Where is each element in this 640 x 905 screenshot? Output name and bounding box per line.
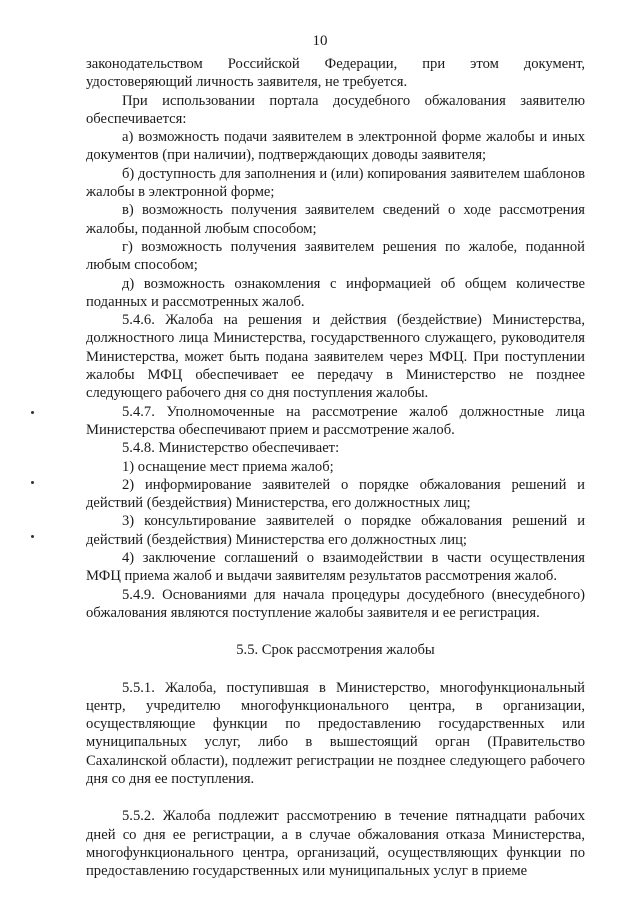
paragraph: При использовании портала досудебного обжалования заявителю обеспечивается: xyxy=(86,92,585,127)
list-item: 4) заключение соглашений о взаимодействии в части осуществления МФЦ приема жалоб и выдачи заявителям результатов рассмотрения жалоб. xyxy=(86,550,585,585)
list-item: 1) оснащение мест приема жалоб; xyxy=(122,458,334,475)
clause-5-5-2: 5.5.2. Жалоба подлежит рассмотрению в течение пятнадцати рабочих дней со дня ее регистрации, а в случае обжалования отказа Министерства, многофункционального центра, организаций, осуществляющих функции по предоставлению государственных или муниципальных услуг в приеме xyxy=(86,808,585,880)
margin-mark xyxy=(31,411,34,414)
clause-5-4-9: 5.4.9. Основаниями для начала процедуры досудебного (внесудебного) обжалования являются поступление жалобы заявителя и ее регистрация. xyxy=(86,586,585,621)
clause-5-4-7: 5.4.7. Уполномоченные на рассмотрение жалоб должностные лица Министерства обеспечивают прием и рассмотрение жалоб. xyxy=(86,403,585,438)
section-heading: 5.5. Срок рассмотрения жалобы xyxy=(236,642,435,659)
list-item: в) возможность получения заявителем сведений о ходе рассмотрения жалобы, поданной любым способом; xyxy=(86,202,585,237)
margin-mark xyxy=(31,481,34,484)
list-item: 2) информирование заявителей о порядке обжалования решений и действий (бездействия) Министерства, его должностных лиц; xyxy=(86,476,585,512)
document-body xyxy=(86,55,585,880)
clause-5-4-6: 5.4.6. Жалоба на решения и действия (бездействие) Министерства, должностного лица Министерства, государственного служащего, руководителя Министерства, может быть подана заявителем через МФЦ. При поступлении жалобы МФЦ обеспечивает ее передачу в Министерство не позднее следующего рабочего дня со дня поступления жалобы. xyxy=(86,312,585,402)
margin-mark xyxy=(31,535,34,538)
list-item: 3) консультирование заявителей о порядке обжалования решений и действий (бездействия) Министерства его должностных лиц; xyxy=(86,513,585,548)
list-item: б) доступность для заполнения и (или) копирования заявителем шаблонов жалобы в электронной форме; xyxy=(86,165,585,201)
clause-5-4-8: 5.4.8. Министерство обеспечивает: xyxy=(122,440,340,457)
list-item: а) возможность подачи заявителем в электронной форме жалобы и иных документов (при наличии), подтверждающих доводы заявителя; xyxy=(86,129,585,164)
page-number: 10 xyxy=(312,33,328,49)
list-item: д) возможность ознакомления с информацией об общем количестве поданных и рассмотренных жалоб. xyxy=(86,275,585,310)
paragraph: законодательством Российской Федерации, при этом документ, удостоверяющий личность заявителя, не требуется. xyxy=(86,56,585,91)
clause-5-5-1: 5.5.1. Жалоба, поступившая в Министерство, многофункциональный центр, учредителю многофункционального центра, в организации, осуществляющие функции по предоставлению государственных или муниципальных услуг, либо в вышестоящий орган (Правительство Сахалинской области), подлежит регистрации не позднее следующего рабочего дня со дня ее поступления. xyxy=(86,679,585,787)
list-item: г) возможность получения заявителем решения по жалобе, поданной любым способом; xyxy=(86,238,585,274)
